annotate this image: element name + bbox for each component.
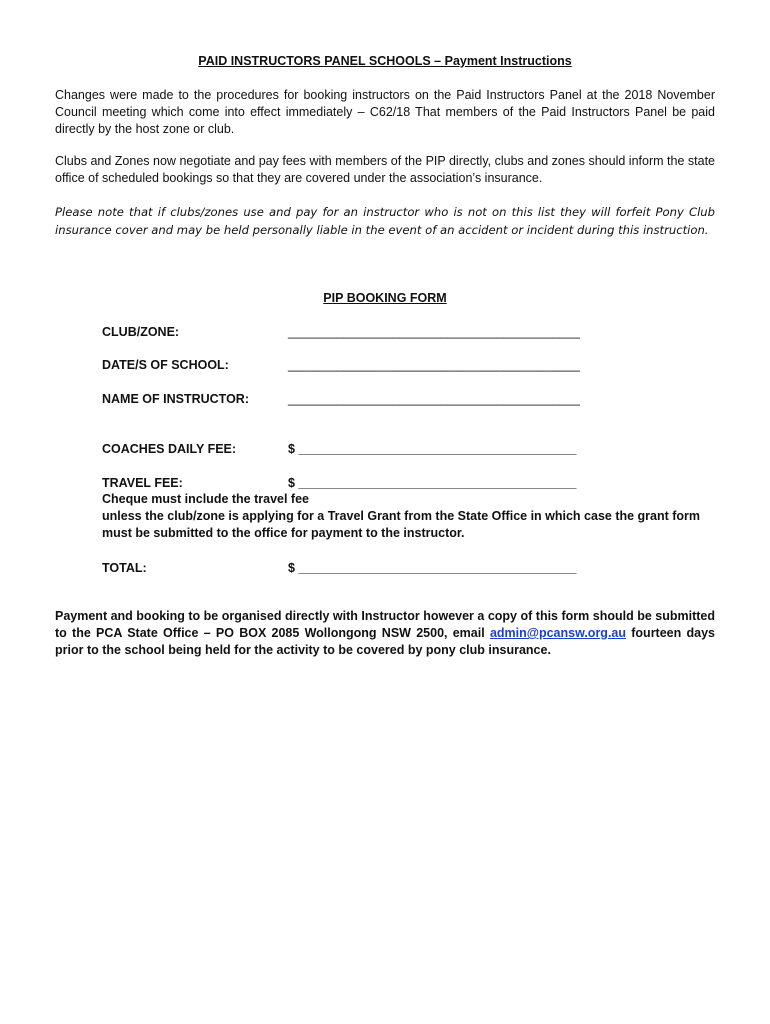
submission-instructions — [55, 608, 715, 659]
travel-note — [102, 491, 722, 542]
club-zone-label: CLUB/ZONE: — [102, 325, 180, 339]
intro-paragraph: Changes were made to the procedures for booking instructors on the Paid Instructors Panel at the 2018 November Council meeting which come into effect immediately – C62/18 That members of the Paid Instructors Panel be paid directly by the host zone or club. — [55, 88, 715, 136]
instructor-field[interactable]: __________________________________________ — [288, 392, 580, 406]
negotiation-paragraph: Clubs and Zones now negotiate and pay fees with members of the PIP directly, clubs and zones should inform the state office of scheduled bookings so that they are covered under the association’s insurance. — [55, 154, 715, 185]
form-title: PIP BOOKING FORM — [323, 291, 447, 305]
travel-note-line1: Cheque must include the travel fee — [102, 492, 309, 506]
dates-label: DATE/S OF SCHOOL: — [102, 358, 229, 372]
travel-note-line2: unless the club/zone is applying for a Travel Grant from the State Office in which case the grant form must be submitted to the office for payment to the instructor. — [102, 509, 701, 540]
dates-field[interactable]: __________________________________________ — [288, 358, 580, 372]
instructor-label: NAME OF INSTRUCTOR: — [102, 392, 249, 406]
coaches-fee-label: COACHES DAILY FEE: — [102, 442, 237, 456]
document-title: PAID INSTRUCTORS PANEL SCHOOLS – Payment Instructions — [198, 54, 572, 68]
email-link[interactable]: admin@pcansw.org.au — [489, 626, 627, 640]
insurance-warning-paragraph: Please note that if clubs/zones use and pay for an instructor who is not on this list they will forfeit Pony Club insurance cover and may be held personally liable in the event of an accident or incident during this instruction. — [55, 205, 715, 237]
travel-fee-field[interactable]: $ ________________________________________ — [288, 476, 577, 490]
total-label: TOTAL: — [102, 561, 147, 575]
coaches-fee-field[interactable]: $ ________________________________________ — [288, 442, 577, 456]
footer-text-before: Payment and booking to be organised directly with Instructor however a copy of this form should be submitted to the PCA State Office – PO BOX 2085 Wollongong NSW 2500, email — [55, 609, 715, 640]
footer-text-after: fourteen days prior to the school being held for the activity to be covered by pony club insurance. — [55, 626, 715, 657]
club-zone-field[interactable]: __________________________________________ — [288, 325, 580, 339]
travel-fee-label: TRAVEL FEE: — [102, 476, 183, 490]
total-field[interactable]: $ ________________________________________ — [288, 561, 577, 575]
